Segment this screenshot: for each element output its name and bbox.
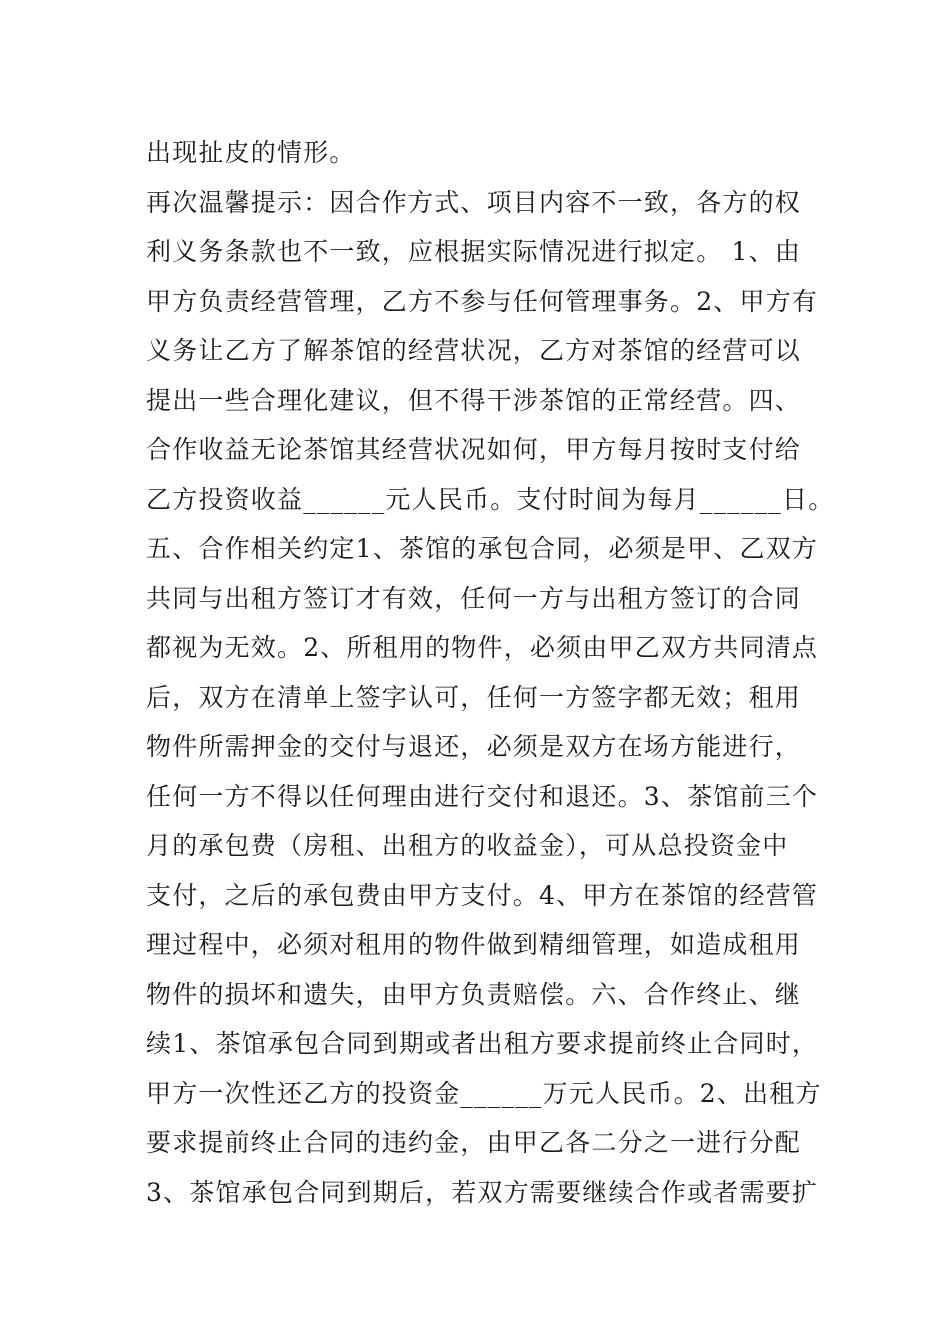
text-line: 续1、茶馆承包合同到期或者出租方要求提前终止合同时， <box>146 1029 819 1058</box>
text-line: 3、茶馆承包合同到期后，若双方需要继续合作或者需要扩 <box>146 1177 819 1207</box>
text-line: 支付，之后的承包费由甲方支付。4、甲方在茶馆的经营管 <box>146 880 819 910</box>
text-line: 共同与出租方签订才有效，任何一方与出租方签订的合同 <box>146 583 802 613</box>
text-line: 乙方投资收益______元人民币。支付时间为每月______日。 <box>146 484 835 514</box>
text-line: 物件的损坏和遗失，由甲方负责赔偿。六、合作终止、继 <box>146 979 802 1009</box>
text-line: 五、合作相关约定1、茶馆的承包合同，必须是甲、乙双方 <box>146 534 819 563</box>
text-line: 提出一些合理化建议，但不得干涉茶馆的正常经营。四、 <box>146 385 802 415</box>
text-line: 要求提前终止合同的违约金，由甲乙各二分之一进行分配 <box>146 1128 802 1157</box>
text-line: 任何一方不得以任何理由进行交付和退还。3、茶馆前三个 <box>146 781 819 811</box>
text-line: 甲方负责经营管理，乙方不参与任何管理事务。2、甲方有 <box>146 286 819 316</box>
body-text <box>146 128 946 1217</box>
text-line: 物件所需押金的交付与退还，必须是双方在场方能进行， <box>146 732 802 761</box>
text-line: 出现扯皮的情形。 <box>146 138 356 167</box>
text-line: 都视为无效。2、所租用的物件，必须由甲乙双方共同清点 <box>146 633 819 662</box>
text-line: 合作收益无论茶馆其经营状况如何，甲方每月按时支付给 <box>146 435 802 464</box>
text-line: 甲方一次性还乙方的投资金______万元人民币。2、出租方 <box>146 1078 822 1108</box>
text-line: 再次温馨提示：因合作方式、项目内容不一致，各方的权 <box>146 187 802 217</box>
text-line: 月的承包费（房租、出租方的收益金），可从总投资金中 <box>146 831 789 860</box>
text-line: 理过程中，必须对租用的物件做到精细管理，如造成租用 <box>146 930 802 959</box>
text-line: 后，双方在清单上签字认可，任何一方签字都无效；租用 <box>146 682 802 712</box>
text-line: 义务让乙方了解茶馆的经营状况，乙方对茶馆的经营可以 <box>146 336 802 365</box>
text-line: 利义务条款也不一致，应根据实际情况进行拟定。 1、由 <box>146 237 802 266</box>
